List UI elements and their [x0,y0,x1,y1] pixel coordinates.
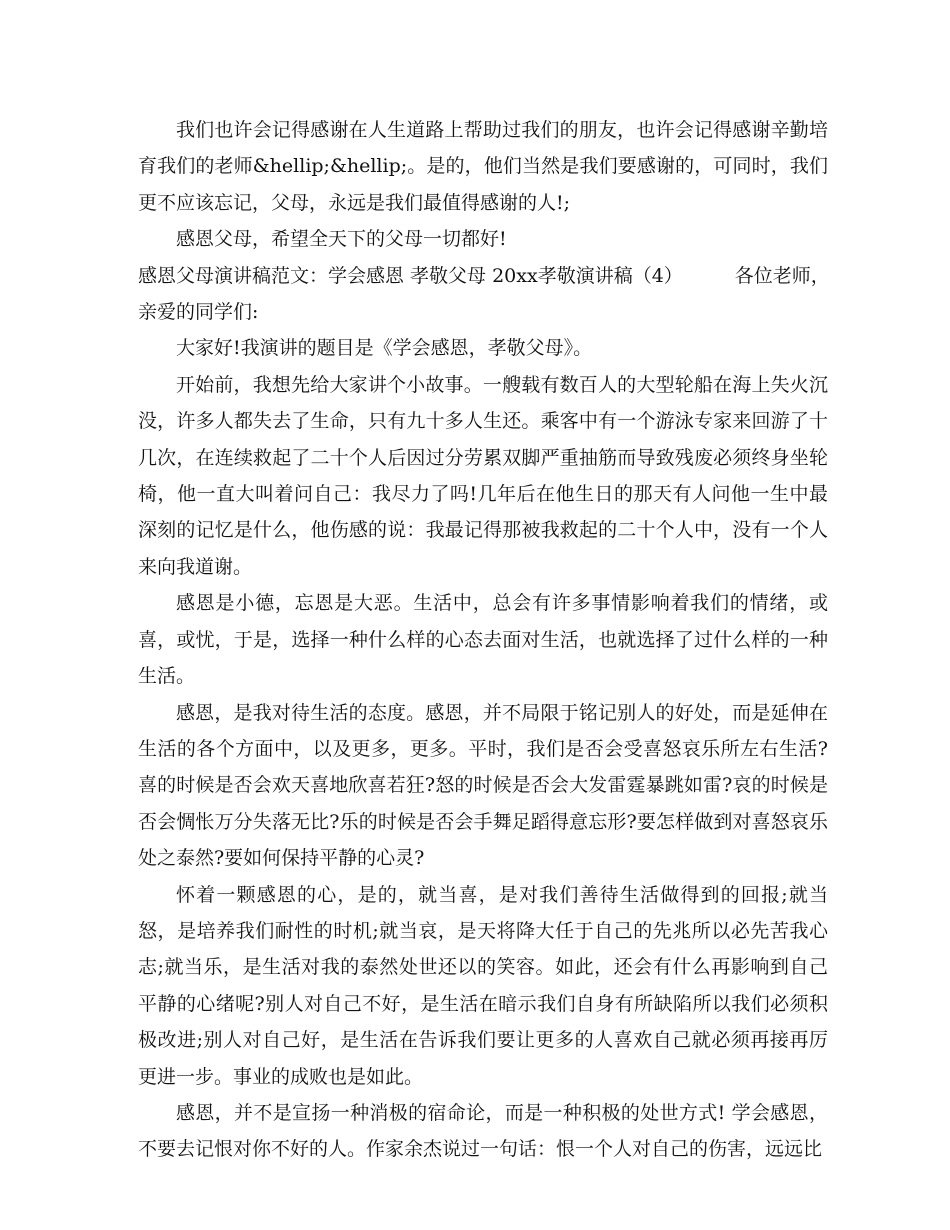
salutation-rest: 亲爱的同学们: [138,301,259,324]
speech-title: 感恩父母演讲稿范文：学会感恩 孝敬父母 20xx孝敬演讲稿（4） [138,264,683,287]
paragraph-grateful-heart: 怀着一颗感恩的心，是的，就当喜，是对我们善待生活做得到的回报;就当怒，是培养我们耐性的时机;就当哀，是天将降大任于自己的先兆所以必先苦我心志;就当乐，是生活对我的泰然处世还以的笑容。如此，还会有什么再影响到自己平静的心绪呢?别人对自己不好，是生活在暗示我们自身有所缺陷所以我们必须积极改进;别人对自己好，是生活在告诉我们要让更多的人喜欢自己就必须再接再厉更进一步。事业的成败也是如此。 [138,883,828,1088]
document-body [138,112,828,1168]
paragraph-wish: 感恩父母，希望全天下的父母一切都好! [176,228,507,251]
paragraph-greeting: 大家好!我演讲的题目是《学会感恩，孝敬父母》。 [176,337,593,360]
paragraph-story: 开始前，我想先给大家讲个小故事。一艘载有数百人的大型轮船在海上失火沉没，许多人都失去了生命，只有九十多人生还。乘客中有一个游泳专家来回游了十几次，在连续救起了二十个人后因过分劳累双脚严重抽筋而导致残废必须终身坐轮椅，他一直大叫着问自己：我尽力了吗!几年后在他生日的那天有人问他一生中最深刻的记忆是什么，他伤感的说：我最记得那被我救起的二十个人中，没有一个人来向我道谢。 [138,373,828,578]
paragraph-virtue: 感恩是小德，忘恩是大恶。生活中，总会有许多事情影响着我们的情绪，或喜，或忧，于是，选择一种什么样的心态去面对生活，也就选择了过什么样的一种生活。 [138,592,828,688]
paragraph-gratitude-intro: 我们也许会记得感谢在人生道路上帮助过我们的朋友，也许会记得感谢辛勤培育我们的老师&hellip;&hellip;。是的，他们当然是我们要感谢的，可同时，我们更不应该忘记，父母，永远是我们最值得感谢的人!; [138,119,828,214]
speech-title-line [138,258,828,294]
paragraph-attitude: 感恩，是我对待生活的态度。感恩，并不局限于铭记别人的好处，而是延伸在生活的各个方面中，以及更多，更多。平时，我们是否会受喜怒哀乐所左右生活?喜的时候是否会欢天喜地欣喜若狂?怒的时候是否会大发雷霆暴跳如雷?哀的时候是否会惆怅万分失落无比?乐的时候是否会手舞足蹈得意忘形?要怎样做到对喜怒哀乐处之泰然?要如何保持平静的心灵? [138,701,828,870]
salutation-start: 各位老师， [734,264,830,287]
paragraph-positive-way: 感恩，并不是宣扬一种消极的宿命论，而是一种积极的处世方式! 学会感恩，不要去记恨对你不好的人。作家余杰说过一句话：恨一个人对自己的伤害，远远比 [138,1101,828,1161]
